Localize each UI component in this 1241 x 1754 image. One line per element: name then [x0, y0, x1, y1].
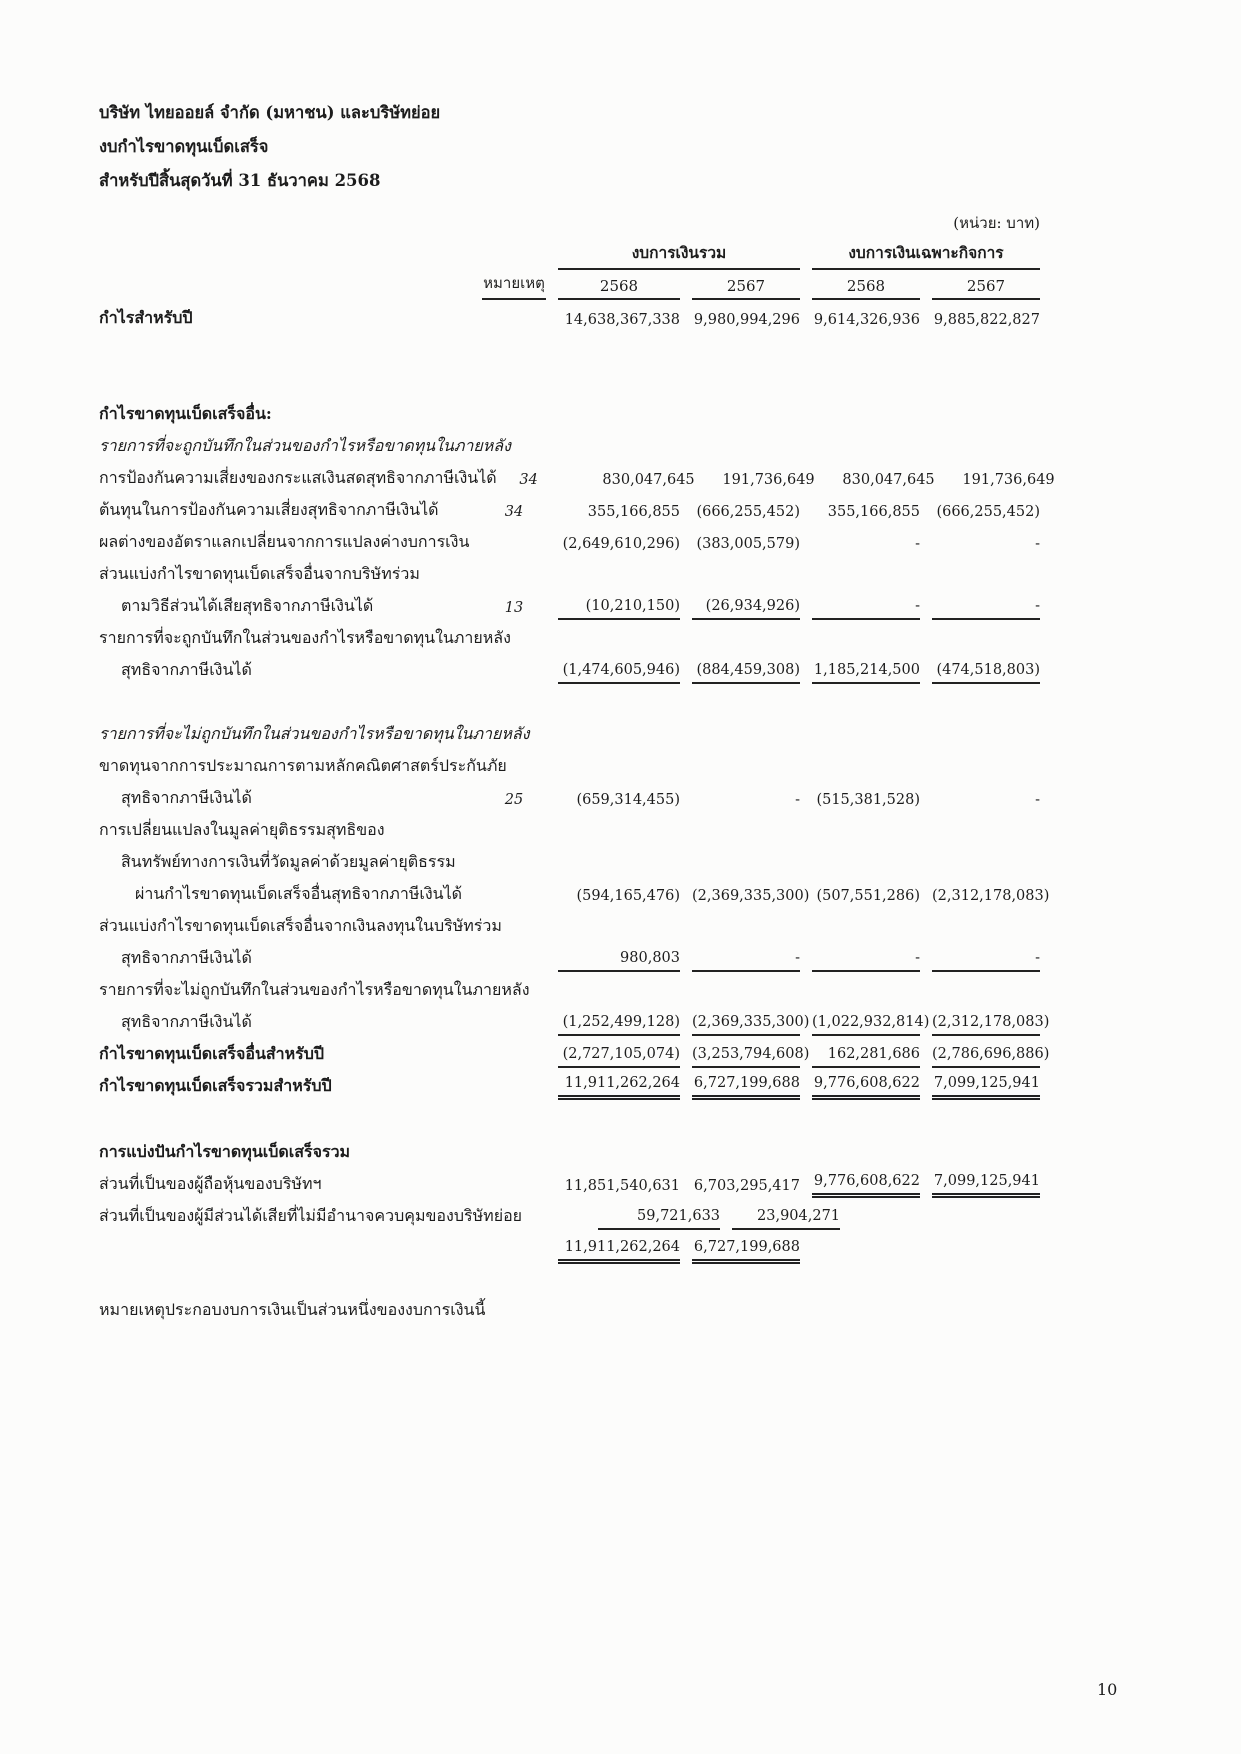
company-name: บริษัท ไทยออยล์ จำกัด (มหาชน) และบริษัทย่อย: [99, 103, 441, 122]
value-cell: [812, 424, 920, 428]
value-cell: (2,786,696,886): [932, 1046, 1040, 1068]
value-cell: (1,474,605,946): [558, 662, 680, 684]
year-header-separate-2567: 2567: [932, 277, 1040, 300]
table-row: [99, 812, 1040, 844]
value-cell: -: [692, 950, 800, 972]
note-column-header: หมายเหตุ: [482, 271, 546, 300]
note-cell: 13: [504, 600, 524, 616]
table-row: [99, 1166, 1040, 1198]
value-cell: (3,253,794,608): [692, 1046, 800, 1068]
row-label: กำไรขาดทุนเบ็ดเสร็จรวมสำหรับปี: [99, 1076, 332, 1095]
page-number: 10: [1097, 1680, 1118, 1699]
value-cell: [812, 1162, 920, 1166]
note-cell: 34: [504, 504, 524, 520]
note-cell: [507, 776, 571, 780]
value-cell: [841, 648, 949, 652]
value-cell: 11,911,262,264: [558, 1239, 680, 1264]
value-cell: (383,005,579): [696, 536, 800, 552]
value-cell: 355,166,855: [827, 504, 920, 520]
note-cell: [482, 680, 546, 684]
value-cell: -: [812, 950, 920, 972]
table-body: [99, 300, 1055, 1264]
note-cell: [530, 1000, 594, 1004]
table-row: [99, 1198, 1040, 1230]
note-cell: [482, 424, 546, 428]
value-cell: [606, 744, 728, 748]
row-label: การป้องกันความเสี่ยงของกระแสเงินสดสุทธิจากภาษีเงินได้: [99, 468, 497, 487]
year-header-consolidated-2568: 2568: [558, 277, 680, 300]
value-cell: 191,736,649: [962, 472, 1055, 488]
value-cell: [812, 840, 920, 844]
row-label: สินทรัพย์ทางการเงินที่วัดมูลค่าด้วยมูลค่ายุติธรรม: [121, 852, 456, 871]
value-cell: 7,099,125,941: [932, 1173, 1040, 1198]
value-cell: (2,649,610,296): [562, 536, 680, 552]
value-cell: [980, 1000, 1088, 1004]
value-cell: [692, 840, 800, 844]
value-cell: [717, 776, 825, 780]
row-label: ผลต่างของอัตราแลกเปลี่ยนจากการแปลงค่างบการเงิน: [99, 532, 470, 551]
row-label: สุทธิจากภาษีเงินได้: [121, 660, 252, 679]
note-cell: [482, 872, 546, 876]
value-cell: [812, 872, 920, 876]
value-cell: (2,312,178,083): [932, 1014, 1040, 1036]
note-cell: [522, 1226, 586, 1230]
table-row: [99, 1068, 1040, 1100]
table-row: [99, 1134, 1040, 1166]
row-label: ขาดทุนจากการประมาณการตามหลักคณิตศาสตร์ประกันภัย: [99, 756, 507, 775]
statement-title: งบกำไรขาดทุนเบ็ดเสร็จ: [99, 137, 269, 156]
value-cell: [712, 936, 820, 940]
value-cell: -: [1035, 792, 1040, 808]
value-cell: 6,727,199,688: [692, 1239, 800, 1264]
row-label: การแบ่งปันกำไรขาดทุนเบ็ดเสร็จรวม: [99, 1142, 351, 1161]
value-cell: 23,904,271: [732, 1208, 840, 1230]
note-cell: [482, 840, 546, 844]
value-cell: 355,166,855: [587, 504, 680, 520]
value-cell: [932, 1162, 1040, 1166]
table-group-header-row: [99, 240, 1040, 270]
table-row: [99, 972, 1040, 1004]
row-label: กำไรขาดทุนเบ็ดเสร็จอื่น:: [99, 404, 272, 423]
note-cell: [482, 552, 546, 556]
value-cell: 9,776,608,622: [812, 1173, 920, 1198]
value-cell: (884,459,308): [692, 662, 800, 684]
note-cell: 34: [519, 472, 538, 488]
value-cell: -: [795, 792, 800, 808]
value-cell: [932, 872, 1040, 876]
value-cell: 7,099,125,941: [932, 1075, 1040, 1100]
value-cell: (2,369,335,300): [692, 1014, 800, 1036]
value-cell: [721, 456, 829, 460]
table-row: [99, 556, 1040, 588]
value-cell: [558, 872, 680, 876]
value-cell: (474,518,803): [932, 662, 1040, 684]
value-cell: -: [932, 950, 1040, 972]
value-cell: (507,551,286): [816, 888, 920, 904]
value-cell: [558, 584, 680, 588]
value-cell: 59,721,633: [598, 1208, 720, 1230]
value-cell: [980, 744, 1088, 748]
table-row: [99, 492, 1040, 524]
table-row: [99, 300, 1040, 332]
value-cell: 830,047,645: [602, 472, 695, 488]
value-cell: 9,980,994,296: [693, 312, 800, 328]
statement-period: สำหรับปีสิ้นสุดวันที่ 31 ธันวาคม 2568: [99, 171, 381, 190]
value-cell: (26,934,926): [692, 598, 800, 620]
row-label: กำไรขาดทุนเบ็ดเสร็จอื่นสำหรับปี: [99, 1044, 325, 1063]
value-cell: 830,047,645: [842, 472, 935, 488]
value-cell: [952, 936, 1060, 940]
value-cell: [558, 1162, 680, 1166]
note-cell: 25: [504, 792, 524, 808]
value-cell: [841, 456, 949, 460]
value-cell: 14,638,367,338: [564, 312, 680, 328]
value-cell: 6,727,199,688: [692, 1075, 800, 1100]
value-cell: [860, 744, 968, 748]
row-label: กำไรสำหรับปี: [99, 308, 193, 327]
value-cell: [832, 936, 940, 940]
row-label: รายการที่จะถูกบันทึกในส่วนของกำไรหรือขาดทุนในภายหลัง: [99, 436, 511, 455]
value-cell: -: [1035, 536, 1040, 552]
row-label: ต้นทุนในการป้องกันความเสี่ยงสุทธิจากภาษีเงินได้: [99, 500, 439, 519]
value-cell: [740, 744, 848, 748]
row-label: รายการที่จะไม่ถูกบันทึกในส่วนของกำไรหรือขาดทุนในภายหลัง: [99, 980, 530, 999]
value-cell: [961, 456, 1069, 460]
value-cell: [932, 840, 1040, 844]
value-cell: (659,314,455): [576, 792, 680, 808]
row-label: ผ่านกำไรขาดทุนเบ็ดเสร็จอื่นสุทธิจากภาษีเงินได้: [135, 884, 463, 903]
document-header: [99, 96, 1040, 198]
value-cell: [692, 872, 800, 876]
note-cell: [511, 456, 575, 460]
table-row: [99, 876, 1050, 908]
value-cell: [606, 1000, 728, 1004]
note-cell: [482, 1096, 546, 1100]
value-cell: (666,255,452): [936, 504, 1040, 520]
value-cell: (1,252,499,128): [558, 1014, 680, 1036]
value-cell: (10,210,150): [558, 598, 680, 620]
table-row: [99, 940, 1040, 972]
group-header-separate: งบการเงินเฉพาะกิจการ: [812, 240, 1040, 270]
note-cell: [482, 1162, 546, 1166]
row-label: การเปลี่ยนแปลงในมูลค่ายุติธรรมสุทธิของ: [99, 820, 385, 839]
value-cell: 9,885,822,827: [933, 312, 1040, 328]
value-cell: [961, 648, 1069, 652]
value-cell: 11,911,262,264: [558, 1075, 680, 1100]
value-cell: [583, 776, 705, 780]
table-row: [99, 396, 1040, 428]
row-label: สุทธิจากภาษีเงินได้: [121, 948, 252, 967]
table-row: [99, 428, 1040, 460]
row-label: รายการที่จะถูกบันทึกในส่วนของกำไรหรือขาดทุนในภายหลัง: [99, 628, 511, 647]
row-label: ส่วนที่เป็นของผู้ถือหุ้นของบริษัทฯ: [99, 1174, 322, 1193]
note-cell: [530, 744, 594, 748]
table-row: [99, 1036, 1050, 1068]
value-cell: [578, 936, 700, 940]
note-cell: [482, 968, 546, 972]
value-cell: [692, 424, 800, 428]
table-row: [99, 748, 1040, 780]
note-cell: [482, 1194, 546, 1198]
note-cell: [511, 648, 575, 652]
value-cell: [721, 648, 829, 652]
table-year-header-row: [99, 270, 1040, 300]
row-label: สุทธิจากภาษีเงินได้: [121, 788, 252, 807]
value-cell: [558, 424, 680, 428]
value-cell: [558, 840, 680, 844]
table-row: [99, 620, 1040, 652]
table-row: [99, 780, 1040, 812]
table-row: [99, 1232, 1040, 1264]
note-cell: [502, 936, 566, 940]
value-cell: (2,369,335,300): [692, 888, 810, 904]
table-row: [99, 460, 1055, 492]
value-cell: [692, 584, 800, 588]
table-row: [99, 716, 1040, 748]
unit-note: (หน่วย: บาท): [953, 214, 1040, 232]
value-cell: -: [915, 536, 920, 552]
value-cell: -: [932, 598, 1040, 620]
note-cell: [482, 1032, 546, 1036]
value-cell: (594,165,476): [576, 888, 680, 904]
value-cell: [812, 1260, 920, 1264]
row-label: [99, 1260, 482, 1264]
table-row: [99, 1004, 1050, 1036]
note-cell: [482, 1260, 546, 1264]
row-label: ส่วนที่เป็นของผู้มีส่วนได้เสียที่ไม่มีอำนาจควบคุมของบริษัทย่อย: [99, 1206, 523, 1225]
table-row: [99, 524, 1040, 556]
year-header-separate-2568: 2568: [812, 277, 920, 300]
value-cell: (2,312,178,083): [932, 888, 1050, 904]
row-label: สุทธิจากภาษีเงินได้: [121, 1012, 252, 1031]
value-cell: [692, 1162, 800, 1166]
note-cell: [482, 904, 546, 908]
row-label: ตามวิธีส่วนได้เสียสุทธิจากภาษีเงินได้: [121, 596, 374, 615]
value-cell: 9,614,326,936: [813, 312, 920, 328]
value-cell: [932, 424, 1040, 428]
value-cell: (2,727,105,074): [558, 1046, 680, 1068]
note-cell: [482, 328, 546, 332]
value-cell: 11,851,540,631: [564, 1178, 680, 1194]
value-cell: (1,022,932,814): [812, 1014, 920, 1036]
value-cell: 162,281,686: [812, 1046, 920, 1068]
table-row: [99, 844, 1040, 876]
value-cell: [932, 584, 1040, 588]
value-cell: [837, 776, 945, 780]
row-label: ส่วนแบ่งกำไรขาดทุนเบ็ดเสร็จอื่นจากบริษัทร่วม: [99, 564, 420, 583]
note-cell: [482, 584, 546, 588]
value-cell: [852, 1226, 960, 1230]
value-cell: -: [812, 598, 920, 620]
value-cell: 9,776,608,622: [812, 1075, 920, 1100]
value-cell: [957, 776, 1065, 780]
value-cell: 191,736,649: [722, 472, 815, 488]
value-cell: [932, 1260, 1040, 1264]
group-header-consolidated: งบการเงินรวม: [558, 240, 800, 270]
value-cell: 6,703,295,417: [693, 1178, 800, 1194]
value-cell: [972, 1226, 1080, 1230]
value-cell: [812, 584, 920, 588]
value-cell: (666,255,452): [696, 504, 800, 520]
table-row: [99, 652, 1040, 684]
value-cell: [587, 456, 709, 460]
footer-note: หมายเหตุประกอบงบการเงินเป็นส่วนหนึ่งของงบการเงินนี้: [99, 1300, 486, 1319]
value-cell: 980,803: [558, 950, 680, 972]
note-cell: [482, 1064, 546, 1068]
value-cell: [740, 1000, 848, 1004]
value-cell: [587, 648, 709, 652]
year-header-consolidated-2567: 2567: [692, 277, 800, 300]
value-cell: [860, 1000, 968, 1004]
table-row: [99, 588, 1040, 620]
row-label: รายการที่จะไม่ถูกบันทึกในส่วนของกำไรหรือขาดทุนในภายหลัง: [99, 724, 530, 743]
value-cell: (515,381,528): [816, 792, 920, 808]
table-row: [99, 908, 1040, 940]
value-cell: 1,185,214,500: [812, 662, 920, 684]
row-label: ส่วนแบ่งกำไรขาดทุนเบ็ดเสร็จอื่นจากเงินลงทุนในบริษัทร่วม: [99, 916, 502, 935]
